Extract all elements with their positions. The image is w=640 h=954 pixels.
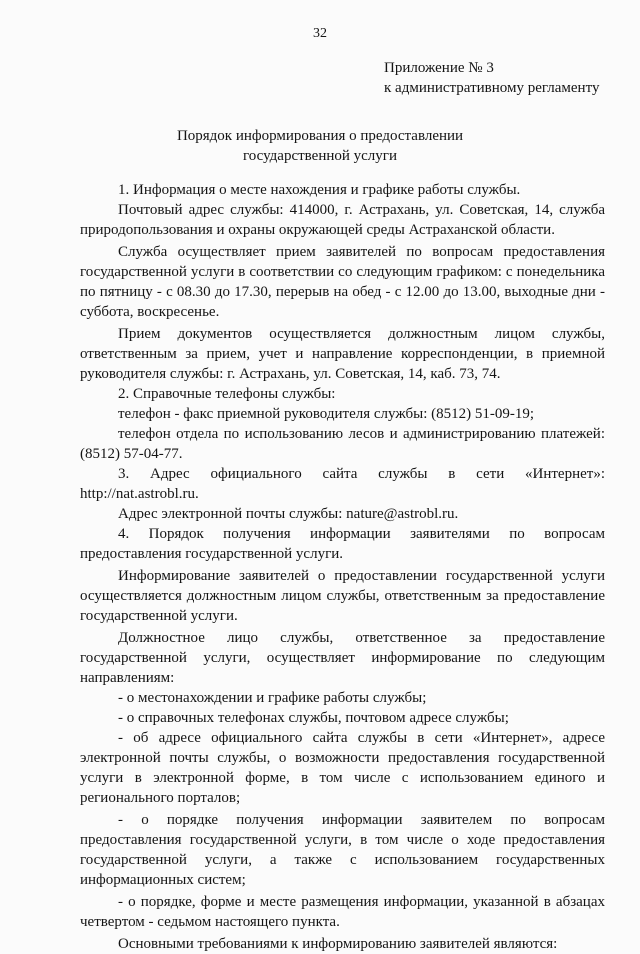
list-item: - о порядке получения информации заявителем по вопросам предоставления государственной услуги, в том числе о ходе предоставления государственной услуги, а также с использованием государственных информационных систем; xyxy=(80,812,605,888)
paragraph-official-duties: Должностное лицо службы, ответственное за предоставление государственной услуги, осуществляет информирование по следующим направлениям: xyxy=(80,630,605,686)
list-item: - о порядке, форме и месте размещения информации, указанной в абзацах четвертом - седьмом настоящего пункта. xyxy=(80,894,605,930)
paragraph-email: Адрес электронной почты службы: nature@astrobl.ru. xyxy=(118,506,459,522)
paragraph-phone-department: телефон отдела по использованию лесов и администрированию платежей: (8512) 57-04-77. xyxy=(80,426,605,462)
paragraph-document-reception: Прием документов осуществляется должностным лицом службы, ответственным за прием, учет и направление корреспонденции, в приемной руководителя службы: г. Астрахань, ул. Советская, 14, каб. 73, 74. xyxy=(80,326,605,382)
list-item: - о справочных телефонах службы, почтовом адресе службы; xyxy=(118,710,509,726)
section-2-heading: 2. Справочные телефоны службы: xyxy=(118,386,336,402)
section-3-website: 3. Адрес официального сайта службы в сети «Интернет»: http://nat.astrobl.ru. xyxy=(80,466,605,502)
appendix-header xyxy=(384,58,599,98)
section-4-heading: 4. Порядок получения информации заявителями по вопросам предоставления государственной услуги. xyxy=(80,526,605,562)
paragraph-postal-address: Почтовый адрес службы: 414000, г. Астрахань, ул. Советская, 14, служба природопользования и охраны окружающей среды Астраханской области. xyxy=(80,202,605,238)
title-line-1: Порядок информирования о предоставлении xyxy=(176,128,464,144)
section-1-heading: 1. Информация о месте нахождения и графике работы службы. xyxy=(118,182,521,198)
appendix-line-2: к административному регламенту xyxy=(384,80,600,96)
document-title xyxy=(0,126,640,166)
paragraph-requirements: Основными требованиями к информированию заявителей являются: xyxy=(118,936,558,952)
list-item: - о местонахождении и графике работы службы; xyxy=(118,690,427,706)
page-number: 32 xyxy=(313,26,327,41)
document-body xyxy=(80,180,605,954)
paragraph-informing: Информирование заявителей о предоставлении государственной услуги осуществляется должностным лицом службы, ответственным за предоставление государственной услуги. xyxy=(80,568,605,624)
paragraph-phone-fax: телефон - факс приемной руководителя службы: (8512) 51-09-19; xyxy=(118,406,535,422)
paragraph-schedule: Служба осуществляет прием заявителей по вопросам предоставления государственной услуги в соответствии со следующим графиком: с понедельника по пятницу - с 08.30 до 17.30, перерыв на обед - с 12.00 до 13.00, выходные дни - суббота, воскресенье. xyxy=(80,244,605,320)
title-line-2: государственной услуги xyxy=(243,148,397,164)
appendix-line-1: Приложение № 3 xyxy=(384,60,494,76)
list-item: - об адресе официального сайта службы в сети «Интернет», адресе электронной почты службы, о возможности предоставления государственной услуги в электронной форме, в том числе с использованием единого и регионального порталов; xyxy=(80,730,605,806)
